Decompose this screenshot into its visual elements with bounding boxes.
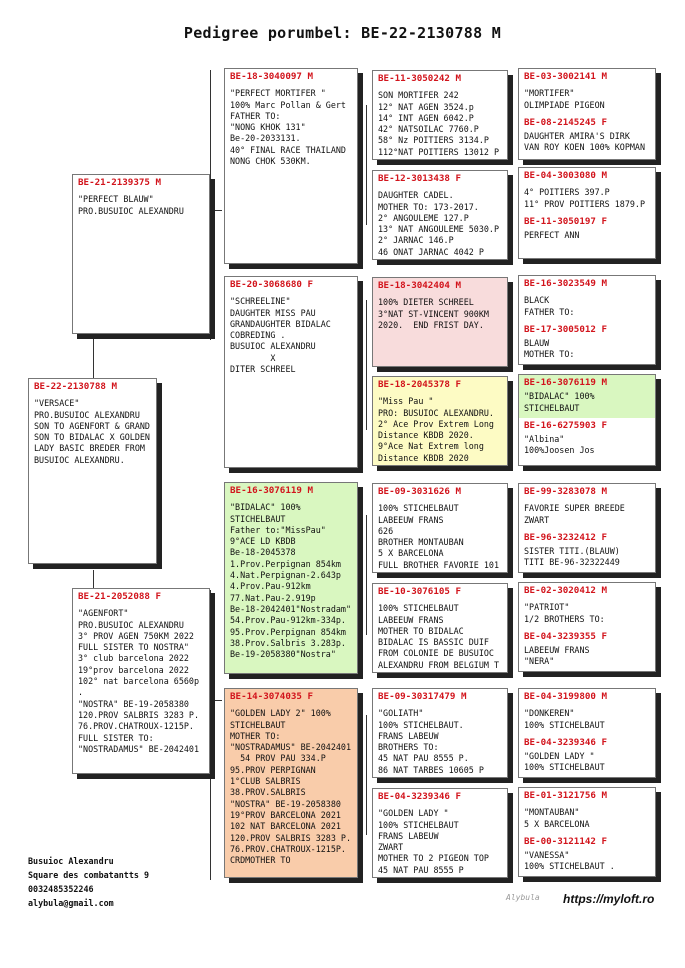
breeder-name: Busuioc Alexandru <box>28 856 114 866</box>
connector-line <box>210 700 222 701</box>
card-text: "VANESSA" <box>524 850 570 861</box>
card-text: "GOLIATH" 100% STICHELBAUT. FRANS LABEUW BROTHERS TO: 45 NAT PAU 8555 P. 86 NAT TARBES 10605 P <box>378 708 484 775</box>
card-text: "SCHREELINE" DAUGHTER MISS PAU GRANDAUGHTER BIDALAC COBREDING . BUSUIOC ALEXANDRU X DITER SCHREEL <box>230 296 331 375</box>
pedigree-card-gggp-2[interactable] <box>518 167 656 259</box>
card-text: "MORTIFER" <box>524 88 575 99</box>
page-title: Pedigree porumbel: BE-22-2130788 M <box>183 24 502 42</box>
pedigree-card-ggp-1[interactable] <box>372 70 508 160</box>
card-text: "GOLDEN LADY " 100% STICHELBAUT FRANS LABEUW ZWART MOTHER TO 2 PIGEON TOP 45 NAT PAU 8555 P <box>378 808 489 875</box>
card-text: DAUGHTER CADEL. MOTHER TO: 173-2017. 2° ANGOULEME 127.P 13° NAT ANGOULEME 5030.P 2° JARNAC 146.P 46 ONAT JARNAC 4042 P <box>378 190 500 257</box>
card-text: 100% STICHELBAUT . <box>524 861 615 872</box>
card-text: DAUGHTER AMIRA'S DIRK <box>524 131 630 142</box>
card-text: OLIMPIADE PIGEON <box>524 99 605 110</box>
pedigree-card-gggp-3[interactable] <box>518 275 656 365</box>
ring-number: BE-96-3232412 F <box>524 531 607 543</box>
connector-line <box>366 715 367 835</box>
card-text: "NERA" <box>524 656 555 667</box>
breeder-contact <box>28 854 149 910</box>
ring-number: BE-09-30317479 M <box>378 691 467 702</box>
card-text: LABEEUW FRANS <box>524 645 590 656</box>
ring-number: BE-21-2139375 M <box>78 177 161 188</box>
pedigree-card-gggp-8[interactable] <box>518 787 656 877</box>
connector-line <box>210 210 222 211</box>
ring-number: BE-08-2145245 F <box>524 116 607 128</box>
breeder-phone: 0032485352246 <box>28 884 94 894</box>
card-text: BLACK <box>524 295 550 306</box>
pedigree-card-ggp-5[interactable] <box>372 483 508 573</box>
ring-number: BE-00-3121142 F <box>524 835 607 847</box>
connector-line <box>366 300 367 430</box>
pedigree-card-gp-3[interactable] <box>224 482 358 674</box>
card-text: VAN ROY KOEN 100% KOPMAN <box>524 142 646 153</box>
ring-number: BE-04-3239346 F <box>378 791 461 802</box>
pedigree-card-ggp-8[interactable] <box>372 788 508 878</box>
ring-number: BE-99-3283078 M <box>524 486 607 497</box>
ring-number: BE-17-3005012 F <box>524 323 607 335</box>
ring-number: BE-04-3199800 M <box>524 691 607 702</box>
ring-number: BE-10-3076105 F <box>378 586 461 597</box>
card-text: "BIDALAC" 100% <box>524 391 595 402</box>
ring-number: BE-03-3002141 M <box>524 71 607 82</box>
card-text: "GOLDEN LADY 2" 100% STICHELBAUT MOTHER TO: "NOSTRADAMUS" BE-2042401 54 PROV PAU 334.P 95.PROV PERPIGNAN 1°CLUB SALBRIS 38.PROV.SALBRIS "NOSTRA" BE-19-2058380 19°PROV BARCELONA 2021 102 NAT BARCELONA 2021 120.PROV SALBRIS 3283 P. 76.PROV.CHATROUX-1215P. CRDMOTHER TO <box>230 708 352 866</box>
pedigree-card-gggp-1[interactable] <box>518 68 656 160</box>
pedigree-card-sire[interactable] <box>72 174 210 334</box>
card-text: "PATRIOT" <box>524 602 570 613</box>
card-text: "VERSACE" PRO.BUSUIOC ALEXANDRU SON TO AGENFORT & GRAND SON TO BIDALAC X GOLDEN LADY BASIC BREDER FROM BUSUIOC ALEXANDRU. <box>34 398 150 465</box>
card-text: "Miss Pau " PRO: BUSUIOC ALEXANDRU. 2° Ace Prov Extrem Long Distance KBDB 2020. 9°Ace Nat Extrem long Distance KBDB 2020 <box>378 396 494 463</box>
ring-number: BE-16-3076119 M <box>524 377 607 388</box>
pedigree-card-ggp-3[interactable] <box>372 277 508 367</box>
ring-number: BE-04-3003080 M <box>524 170 607 181</box>
connector-line <box>93 570 94 590</box>
card-text: 100% DIETER SCHREEL 3°NAT ST-VINCENT 900KM 2020. END FRIST DAY. <box>378 297 489 330</box>
card-text: SISTER TITI.(BLAUW) <box>524 546 620 557</box>
connector-line <box>210 70 211 340</box>
card-text: "BIDALAC" 100% STICHELBAUT Father to:"MissPau" 9°ACE LD KBDB Be-18-2045378 1.Prov.Perpignan 854km 4.Nat.Perpignan-2.643p 4.Prov.Pau-912km 77.Nat.Pau-2.919p Be-18-2042401"Nostradam" 54.Prov.Pau-912km-334p. 95.Prov.Perpignan 854km 38.Prov.Salbris 3.283p. Be-19-2058380"Nostra" <box>230 502 352 660</box>
pedigree-card-ggp-7[interactable] <box>372 688 508 778</box>
card-text: FATHER TO: <box>524 306 575 317</box>
ring-number: BE-16-3076119 M <box>230 485 313 496</box>
card-text: 100% STICHELBAUT <box>524 719 605 730</box>
pedigree-card-gp-4[interactable] <box>224 688 358 878</box>
ring-number: BE-09-3031626 M <box>378 486 461 497</box>
card-text: "AGENFORT" PRO.BUSUIOC ALEXANDRU 3° PROV AGEN 750KM 2022 FULL SISTER TO NOSTRA" 3° club barcelona 2022 19°prov barcelona 2022 102° nat barcelona 6560p . "NOSTRA" BE-19-2058380 120.PROV SALBRIS 3283 P. 76.PROV.CHATROUX-1215P. FULL SISTER TO: "NOSTRADAMUS" BE-2042401 <box>78 608 200 754</box>
card-text: "DONKEREN" <box>524 708 575 719</box>
card-text: PERFECT ANN <box>524 230 580 241</box>
card-text: ZWART <box>524 514 550 525</box>
card-text: 11° PROV POITIERS 1879.P <box>524 198 646 209</box>
card-text: "Albina" <box>524 434 565 445</box>
breeder-email[interactable]: alybula@gmail.com <box>28 898 114 908</box>
breeder-address: Square des combatantts 9 <box>28 870 150 880</box>
card-text: 100%Joosen Jos <box>524 445 595 456</box>
card-text: TITI BE-96-32322449 <box>524 557 620 568</box>
card-text: 5 X BARCELONA <box>524 818 590 829</box>
ring-number: BE-21-2052088 F <box>78 591 161 602</box>
card-text: 100% STICHELBAUT LABEEUW FRANS 626 BROTHER MONTAUBAN 5 X BARCELONA FULL BROTHER FAVORIE 101 <box>378 503 500 570</box>
card-text: STICHELBAUT <box>524 402 580 413</box>
card-text: 4° POITIERS 397.P <box>524 187 610 198</box>
pedigree-card-dam[interactable] <box>72 588 210 774</box>
ring-number: BE-02-3020412 M <box>524 585 607 596</box>
pedigree-card-gggp-4[interactable] <box>518 374 656 466</box>
ring-number: BE-16-3023549 M <box>524 278 607 289</box>
ring-number: BE-11-3050197 F <box>524 215 607 227</box>
ring-number: BE-01-3121756 M <box>524 790 607 801</box>
pedigree-card-ggp-6[interactable] <box>372 583 508 673</box>
connector-line <box>366 105 367 225</box>
card-text: 1/2 BROTHERS TO: <box>524 613 605 624</box>
card-text: 100% STICHELBAUT <box>524 762 605 773</box>
ring-number: BE-04-3239346 F <box>524 736 607 748</box>
card-text: "MONTAUBAN" <box>524 807 580 818</box>
ring-number: BE-11-3050242 M <box>378 73 461 84</box>
pedigree-card-gggp-7[interactable] <box>518 688 656 778</box>
card-text: 100% STICHELBAUT LABEEUW FRANS MOTHER TO BIDALAC BIDALAC IS BASSIC DUIF FROM COLONIE DE BUSUIOC ALEXANDRU FROM BELGIUM T <box>378 603 500 670</box>
ring-number: BE-04-3239355 F <box>524 630 607 642</box>
ring-number: BE-14-3074035 F <box>230 691 313 702</box>
card-text: FAVORIE SUPER BREEDE <box>524 503 625 514</box>
ring-number: BE-22-2130788 M <box>34 381 117 392</box>
card-text: "PERFECT BLAUW" PRO.BUSUIOC ALEXANDRU <box>78 194 184 216</box>
ring-number: BE-12-3013438 F <box>378 173 461 184</box>
ring-number: BE-18-2045378 F <box>378 379 461 390</box>
card-text: BLAUW <box>524 338 550 349</box>
ring-number: BE-20-3068680 F <box>230 279 313 290</box>
connector-line <box>366 515 367 635</box>
ring-number: BE-16-6275903 F <box>524 419 607 431</box>
card-text: MOTHER TO: <box>524 349 575 360</box>
pedigree-card-gggp-5[interactable] <box>518 483 656 573</box>
card-text: "PERFECT MORTIFER " 100% Marc Pollan & Gert FATHER TO: "NONG KHOK 131" Be-20-2033131. 40° FINAL RACE THAILAND NONG CHOK 530KM. <box>230 88 346 167</box>
signature: Alybula <box>506 893 540 902</box>
pedigree-card-gp-1[interactable] <box>224 68 358 264</box>
ring-number: BE-18-3040097 M <box>230 71 313 82</box>
card-text: SON MORTIFER 242 12° NAT AGEN 3524.p 14° INT AGEN 6042.P 42° NATSOILAC 7760.P 58° Nz POITIERS 3134.P 112°NAT POITIERS 13012 P <box>378 90 500 157</box>
website-link[interactable]: https://myloft.ro <box>563 892 655 906</box>
pedigree-card-ggp-2[interactable] <box>372 170 508 260</box>
pedigree-card-subject[interactable] <box>28 378 157 564</box>
connector-line <box>210 590 211 880</box>
card-text: "GOLDEN LADY " <box>524 751 595 762</box>
ring-number: BE-18-3042404 M <box>378 280 461 291</box>
pedigree-card-gggp-6[interactable] <box>518 582 656 672</box>
pedigree-card-ggp-4[interactable] <box>372 376 508 466</box>
pedigree-card-gp-2[interactable] <box>224 276 358 468</box>
